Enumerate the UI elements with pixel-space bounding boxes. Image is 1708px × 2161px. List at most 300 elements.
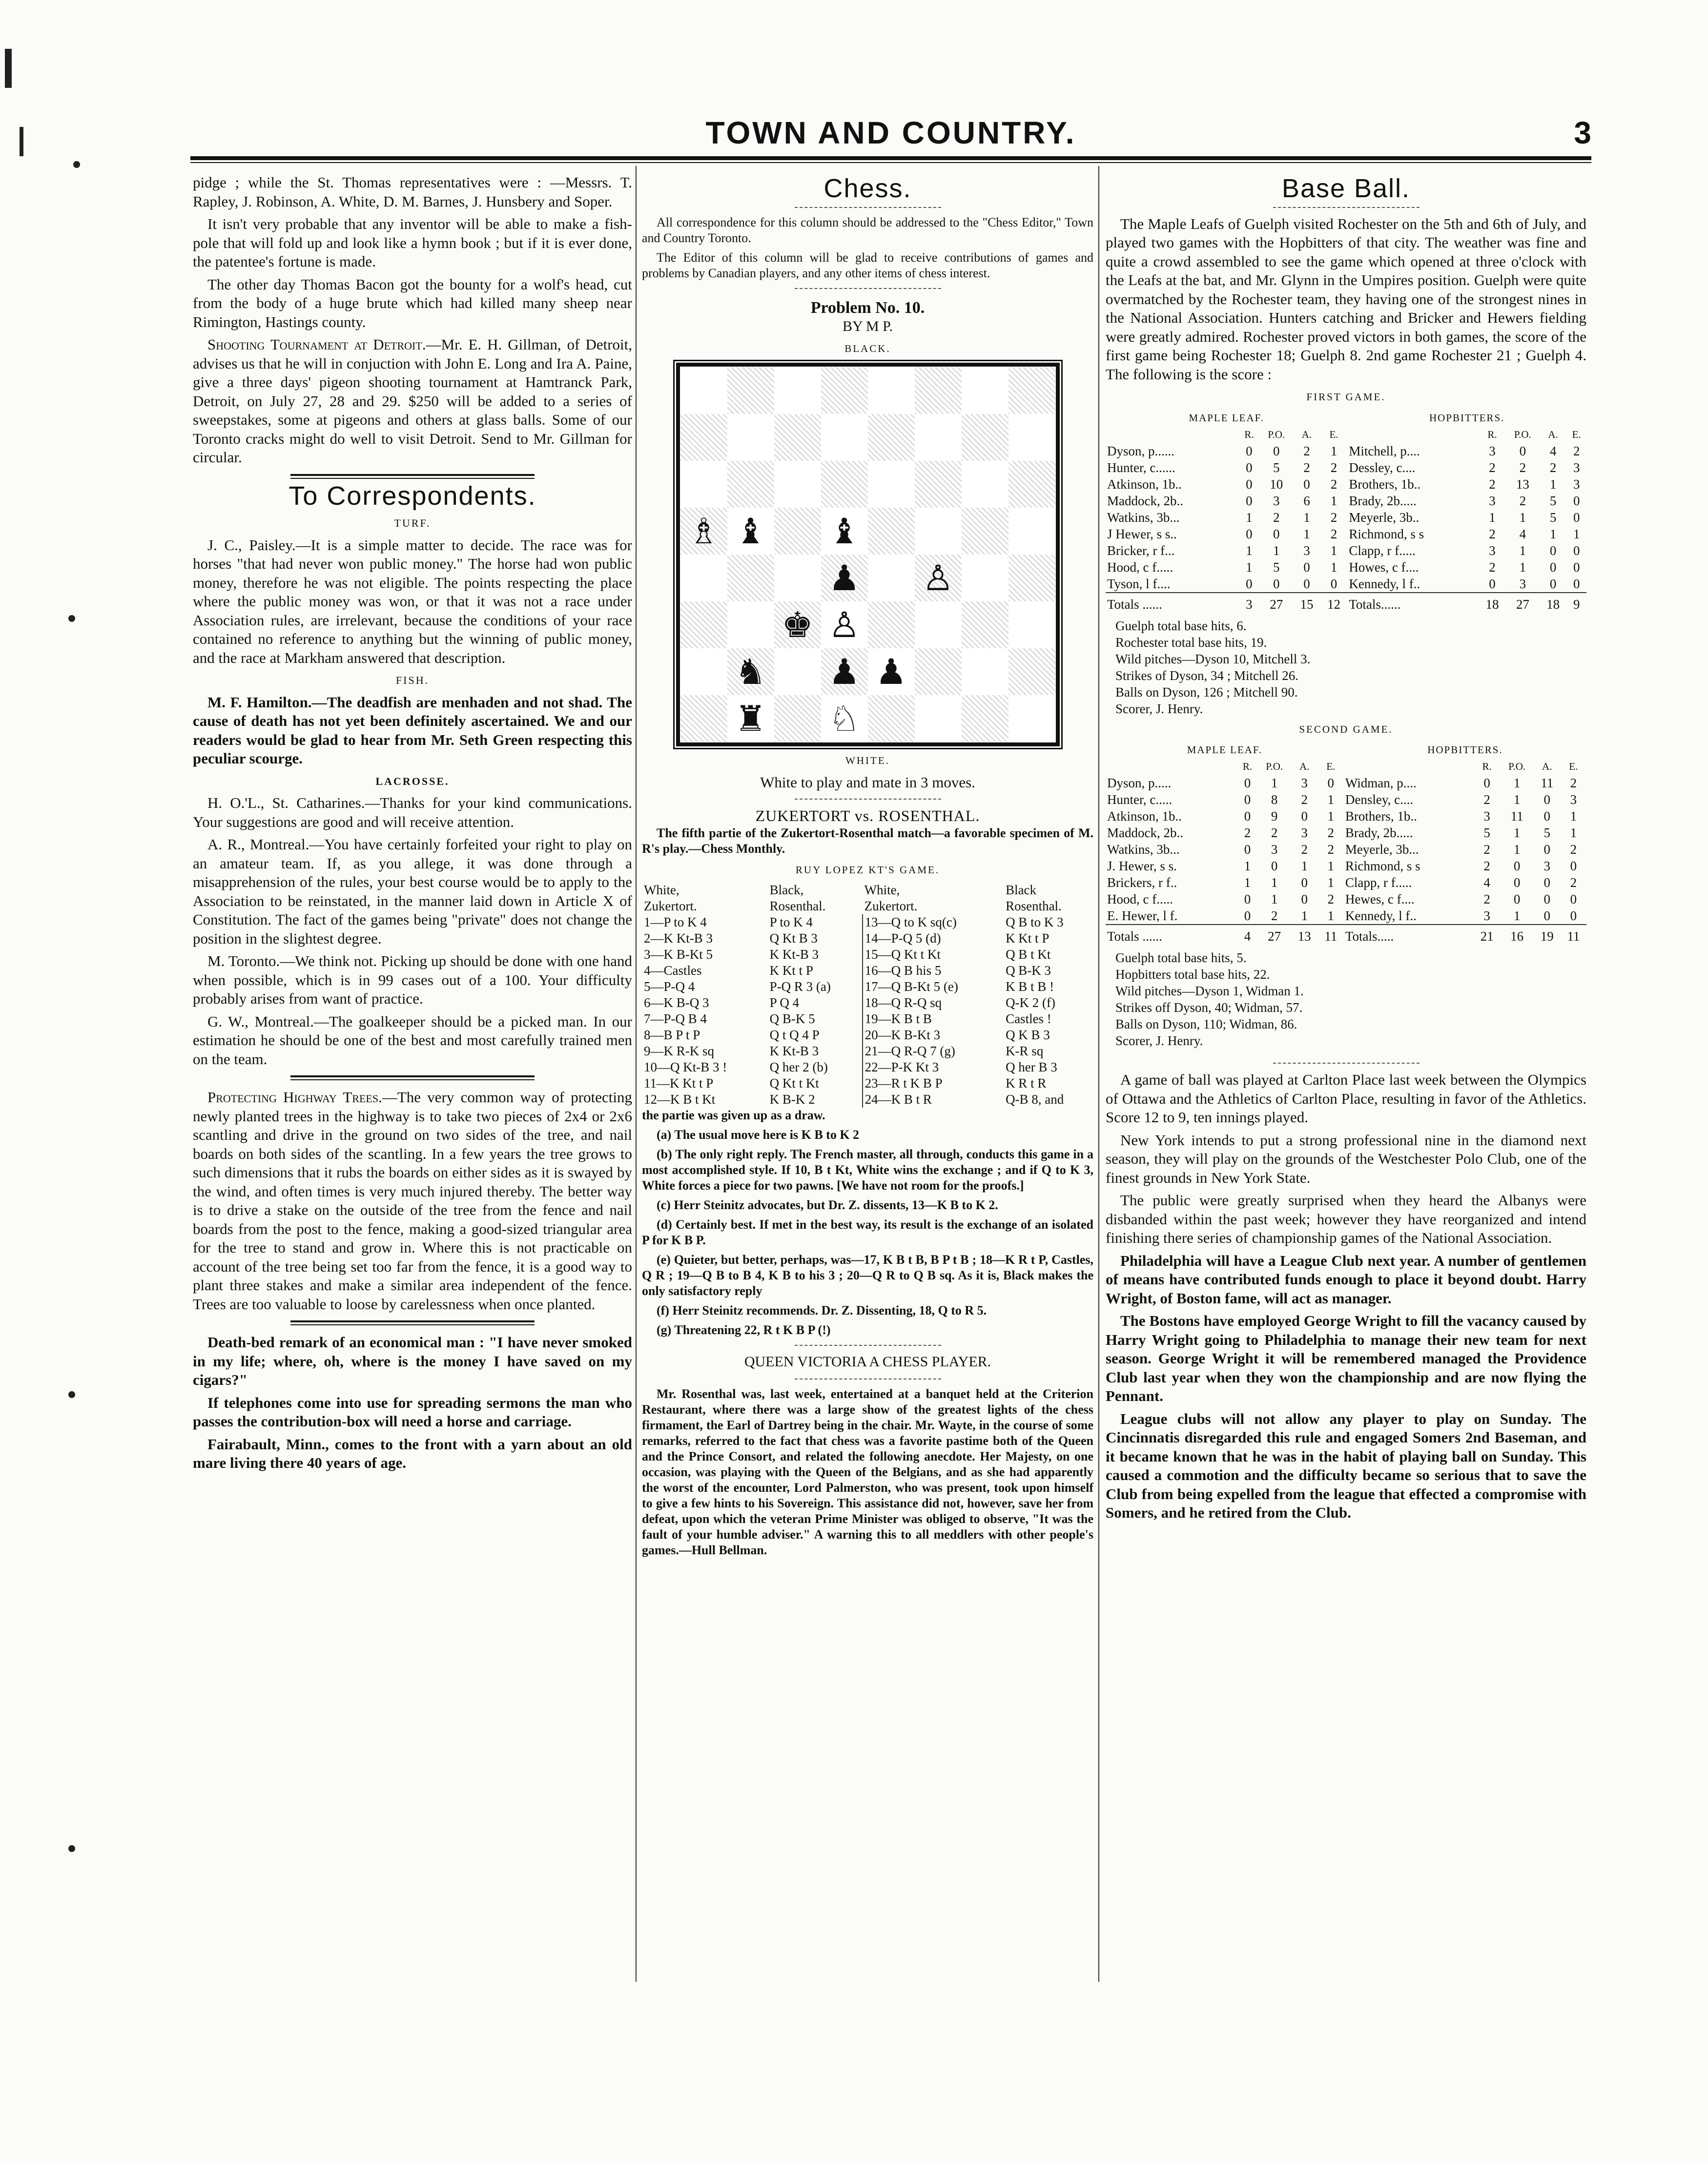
stat-cell: 2 [1244,825,1251,840]
move-cell: 6—K B-Q 3 [644,995,709,1010]
paragraph [193,1088,632,1314]
subhead-turf: TURF. [394,517,431,529]
stat-cell: 0 [1570,859,1577,873]
player-row [1106,791,1586,808]
stat-cell: 6 [1303,493,1310,508]
stat-cell: 2 [1573,443,1580,458]
stat-cell: 1 [1244,859,1251,873]
stat-cell: 1 [1513,776,1521,790]
player-row [1106,459,1586,476]
player-name: Watkins, 3b... [1107,842,1180,857]
stat-cell: 0 [1244,842,1251,857]
news-item: Philadelphia will have a League Club next year. A number of gentlemen of means have contributed funds enough to place it beyond doubt. Harry Wright, of Boston fame, will act as manager. [1106,1252,1586,1307]
board-square-d4 [821,555,868,601]
team-header-row [1106,410,1586,426]
stat-cell: 2 [1330,460,1338,475]
player-name: Tyson, l f.... [1107,576,1171,591]
team-name: MAPLE LEAF. [1187,744,1263,756]
stat-cell: 27 [1258,925,1291,945]
board-square-c5 [774,508,821,555]
player-row [1106,858,1586,874]
stat-header: A. [1301,428,1312,440]
section-rule [290,1075,535,1077]
move-cell: Q B-K 3 [1006,963,1051,978]
stat-cell: 21 [1474,925,1501,945]
stat-cell: 2 [1570,875,1577,890]
stat-header: P.O. [1268,428,1285,440]
board-square-d7 [821,414,868,461]
game-note: (a) The usual move here is K B to K 2 [657,1128,860,1142]
move-cell: K-R sq [1006,1044,1044,1058]
stat-cell: 2 [1327,892,1334,906]
stat-cell: 0 [1303,576,1310,591]
move-cell: 14—P-Q 5 (d) [863,930,1004,947]
stat-cell: 2 [1271,825,1278,840]
stat-header: R. [1487,428,1497,440]
move-cell: 3—K B-Kt 5 [644,947,713,962]
spacer-cell [1106,758,1237,775]
stat-cell: 1 [1513,908,1521,923]
stat-cell: 1 [1549,526,1557,541]
board-square-c3 [774,601,821,648]
board-square-f7 [915,414,962,461]
player-row [1106,443,1586,459]
move-row [642,1043,1093,1059]
stat-cell: 1 [1271,875,1278,890]
player-name: Meyerle, 3b... [1345,842,1419,857]
stat-cell: 0 [1301,875,1308,890]
stat-cell: 1 [1327,809,1334,823]
stat-cell: 3 [1489,443,1496,458]
player-row [1106,509,1586,526]
white-label: WHITE. [845,755,890,766]
board-square-g8 [962,367,1008,414]
stat-cell: 0 [1543,892,1550,906]
game2-notes [1115,949,1586,1049]
move-cell: Q K B 3 [1006,1028,1050,1042]
player-name: Watkins, 3b... [1107,510,1180,525]
paragraph [193,335,632,467]
section-rule [290,1320,535,1322]
move-cell: K R t R [1006,1076,1047,1091]
moves-header [642,882,1093,898]
move-cell: 18—Q R-Q sq [863,995,1004,1011]
board-square-a4 [680,555,727,601]
column-left [193,173,632,1477]
header-cell: Rosenthal. [1006,899,1062,913]
spacer-cell [1347,426,1479,443]
stat-header: R. [1482,761,1492,772]
game-note: (d) Certainly best. If met in the best way, its result is the exchange of an isolated P for K B P. [642,1217,1093,1247]
move-cell: Q B-K 5 [769,1011,815,1026]
board-square-g3 [962,601,1008,648]
dashed-rule [1273,207,1420,208]
chess-piece-icon: ♘ [828,698,860,739]
stat-cell: 0 [1244,792,1251,807]
board-square-d1 [821,695,868,742]
stat-cell: 1 [1519,543,1526,558]
dashed-rule [795,799,941,800]
player-row [1106,874,1586,891]
board-square-b6 [727,461,774,508]
board-square-g2 [962,648,1008,695]
stat-cell: 1 [1549,476,1557,492]
stat-cell: 1 [1570,825,1577,840]
move-row [642,963,1093,979]
game-note: (g) Threatening 22, R t K B P (!) [657,1323,831,1337]
player-name: Maddock, 2b.. [1107,825,1183,840]
board-square-b4 [727,555,774,601]
score-note: Guelph total base hits, 6. [1115,618,1247,633]
game-note: (f) Herr Steinitz recommends. Dr. Z. Dissenting, 18, Q to R 5. [657,1303,987,1317]
stat-cell: 15 [1293,593,1320,613]
section-rule-thin [290,1324,535,1325]
player-name: Bricker, r f... [1107,543,1175,558]
player-name: Clapp, r f..... [1345,875,1412,890]
stat-cell: 0 [1273,576,1280,591]
board-square-f4 [915,555,962,601]
stat-cell: 2 [1519,460,1526,475]
player-row [1106,841,1586,858]
move-cell: Q Kt B 3 [769,931,818,946]
baseball-items [1106,1070,1586,1523]
board-square-a8 [680,367,727,414]
move-cell: 2—K Kt-B 3 [644,931,713,946]
stat-header: A. [1548,428,1558,440]
stat-cell: 0 [1246,576,1253,591]
stat-cell: 1 [1303,526,1310,541]
player-name: Kennedy, l f.. [1345,908,1417,923]
board-square-a1 [680,695,727,742]
stat-cell: 2 [1330,510,1338,525]
player-name: Hunter, c...... [1107,460,1175,475]
team-name: MAPLE LEAF. [1189,412,1264,424]
stat-cell: 2 [1483,842,1490,857]
board-square-h2 [1008,648,1055,695]
stat-cell: 2 [1330,526,1338,541]
black-label: BLACK. [844,342,891,354]
move-cell: 1—P to K 4 [644,915,707,929]
board-square-f2 [915,648,962,695]
scan-dot [73,161,80,168]
move-cell: Q Kt t Kt [769,1076,819,1091]
board-square-e4 [868,555,915,601]
board-square-g1 [962,695,1008,742]
stat-cell: 1 [1246,543,1253,558]
subhead-lacrosse: LACROSSE. [375,775,450,787]
board-square-d6 [821,461,868,508]
player-name: Hunter, c..... [1107,792,1173,807]
board-square-e5 [868,508,915,555]
player-name: Dyson, p..... [1107,776,1172,790]
stat-header: A. [1542,761,1552,772]
move-row [642,914,1093,930]
stat-cell: 1 [1271,776,1278,790]
move-cell: K Kt-B 3 [769,947,819,962]
move-cell: K B-K 2 [769,1092,815,1107]
score-table-game2 [1106,741,1586,945]
paragraph-lead: Protecting Highway Trees. [207,1089,382,1106]
player-row [1106,493,1586,509]
chess-piece-icon: ♚ [782,604,813,645]
player-name: Hood, c f..... [1107,559,1173,575]
stat-cell: 3 [1273,493,1280,508]
queen-text: Mr. Rosenthal was, last week, entertained at a banquet held at the Criterion Restaurant, where there was a large show of the greatest lights of the chess firmament, the Earl of Dartrey being in the chair. Mr. Wayte, in the course of some remarks, referred to the fact that chess was a favorite pastime both of the Queen and the Prince Consort, and related the following anecdote. Her Majesty, on one occasion, was playing with the Queen of the Belgians, and as she had apparently the worst of the encounter, Lord Palmerston, who was present, took upon himself to give a few hints to his Sovereign. This assistance did not, however, save her from defeat, upon which the veteran Prime Minister was obliged to observe, "It was the fault of your humble adviser." A warning this to all meddlers with other people's games.—Hull Bellman. [642,1386,1093,1557]
chess-intro: The Editor of this column will be glad to receive contributions of games and problems by Canadian players, and any other items of chess interest. [642,250,1093,280]
masthead-rule [190,156,1591,160]
totals-row [1106,925,1586,945]
board-square-c4 [774,555,821,601]
stat-cell: 0 [1513,892,1521,906]
move-cell: Q B t Kt [1006,947,1051,962]
stat-cell: 0 [1573,510,1580,525]
stat-cell: 2 [1327,842,1334,857]
stat-cell: 0 [1570,892,1577,906]
move-cell: 7—P-Q B 4 [644,1011,707,1026]
board-square-d3 [821,601,868,648]
stat-cell: 0 [1271,859,1278,873]
player-name: Mitchell, p.... [1349,443,1420,458]
stat-cell: 0 [1573,559,1580,575]
stat-cell: 0 [1573,493,1580,508]
stat-cell: 0 [1543,842,1550,857]
dashed-rule [795,288,941,289]
header-cell: Rosenthal. [769,899,826,913]
stat-cell: 1 [1513,842,1521,857]
board-square-f1 [915,695,962,742]
stat-cell: 2 [1489,460,1496,475]
scan-dot [68,1391,75,1398]
move-cell: Q t Q 4 P [769,1028,820,1042]
player-name: Atkinson, 1b.. [1107,476,1182,492]
stat-cell: 2 [1549,460,1557,475]
stat-cell: 0 [1244,809,1251,823]
stat-cell: 2 [1570,776,1577,790]
stat-cell: 0 [1301,892,1308,906]
news-item: The public were greatly surprised when they heard the Albanys were disbanded within the past week; however they have reorganized and intend finishing there series of championship games of the National Association. [1106,1192,1586,1246]
board-square-c7 [774,414,821,461]
stat-cell: 0 [1483,776,1490,790]
chess-piece-icon: ♟ [875,651,907,692]
player-name: E. Hewer, l f. [1107,908,1178,923]
stat-cell: 3 [1519,576,1526,591]
score-note: Strikes of Dyson, 34 ; Mitchell 26. [1115,668,1298,683]
stat-cell: 18 [1479,593,1506,613]
board-square-a5 [680,508,727,555]
stat-cell: 0 [1330,576,1338,591]
stat-cell: 9 [1566,593,1586,613]
stat-cell: 3 [1271,842,1278,857]
game2-label: SECOND GAME. [1299,723,1393,735]
move-row [642,930,1093,947]
stat-cell: 18 [1540,593,1567,613]
board-square-e2 [868,648,915,695]
stat-cell: 0 [1246,476,1253,492]
paragraph: M. F. Hamilton.—The deadfish are menhaden and not shad. The cause of death has not yet been definitely ascertained. We and our readers would be glad to hear from Mr. Seth Green respecting this peculiar scourge. [193,693,632,767]
stat-cell: 1 [1573,526,1580,541]
player-name: Totals..... [1344,925,1474,945]
stat-cell: 0 [1244,908,1251,923]
paragraph: If telephones come into use for spreading sermons the man who passes the contribution-box will need a horse and carriage. [193,1394,632,1430]
board-square-h3 [1008,601,1055,648]
stat-cell: 1 [1244,875,1251,890]
column-chess [642,173,1093,1562]
move-cell: 9—K R-K sq [644,1044,715,1058]
move-cell: 20—K B-Kt 3 [863,1027,1004,1043]
move-cell: Q her B 3 [1006,1060,1057,1074]
stat-cell: 3 [1570,792,1577,807]
stat-cell: 1 [1330,443,1338,458]
stat-cell: 2 [1489,526,1496,541]
stat-cell: 1 [1303,510,1310,525]
move-cell: K Kt t P [1006,931,1049,946]
board-square-c1 [774,695,821,742]
score-note: Balls on Dyson, 126 ; Mitchell 90. [1115,684,1298,700]
stat-cell: 0 [1519,443,1526,458]
stat-cell: 1 [1327,908,1334,923]
stat-cell: 2 [1303,443,1310,458]
paragraph-body: —The very common way of protecting newly planted trees in the highway is to take two pieces of 2x4 or 2x6 scantling and drive in the ground on two sides of the tree, and nail boards on both sides of the scantling. In a few years the tree grows to such dimensions that it rubs the boards on either sides as it is swayed by the wind, and often times is very much injured thereby. The better way is to drive a stake on the outside of the tree from the fence and nail boards from the post to the fence, making a good-sized triangular area for the tree to stand and grow in. Where this is not practicable on account of the tree being set too far from the fence, it is a good way to plant three stakes and make a similar area independent of the fence. Trees are too valuable to loose by carelessness when once planted. [193,1089,632,1313]
score-note: Strikes off Dyson, 40; Widman, 57. [1115,1000,1303,1015]
stat-cell: 1 [1330,559,1338,575]
stat-cell: 2 [1330,476,1338,492]
problem-author: BY M P. [842,318,893,334]
board-square-c2 [774,648,821,695]
move-cell: 17—Q B-Kt 5 (e) [863,979,1004,995]
move-cell: P to K 4 [769,915,813,929]
stat-cell: 2 [1273,510,1280,525]
stat-header-row [1106,758,1586,775]
stat-cell: 0 [1244,776,1251,790]
newspaper-title: TOWN AND COUNTRY. [705,115,1076,150]
header-cell: Black [1006,883,1037,897]
stat-cell: 0 [1273,526,1280,541]
player-row [1106,526,1586,542]
paragraph: J. C., Paisley.—It is a simple matter to decide. The race was for horses "that had never won public money." The horse had won public money, therefore he was not eligible. The points respecting the place where the public money was won, or that it was not a race under Association rules, are irrelevant, because the conditions of your race contained no reference to anything but the winning of public money, and the race at Markham answered that description. [193,536,632,666]
stat-header: A. [1299,761,1310,772]
paragraph: A. R., Montreal.—You have certainly forfeited your right to play on an amateur team. If, as you allege, it was done through a misapprehension of the rules, your best course would be to apply to the Association to be reinstated, in the manner laid down in Article X of Constitution. The fact of the games being "private" does not change the position in the slightest degree. [193,836,632,947]
game-result: the partie was given up as a draw. [642,1108,825,1122]
stat-header: E. [1329,428,1338,440]
score-table-game1 [1106,410,1586,613]
stat-cell: 1 [1271,892,1278,906]
board-square-b8 [727,367,774,414]
board-square-b1 [727,695,774,742]
board-square-h1 [1008,695,1055,742]
score-note: Guelph total base hits, 5. [1115,950,1247,965]
dashed-rule [795,207,941,208]
chess-intro: All correspondence for this column should be addressed to the "Chess Editor," Town and Country Toronto. [642,215,1093,245]
move-cell: Q her 2 (b) [769,1060,828,1074]
stat-cell: 3 [1483,908,1490,923]
stat-cell: 1 [1301,908,1308,923]
stat-cell: 0 [1543,809,1550,823]
game-label: RUY LOPEZ KT'S GAME. [795,864,940,876]
header-cell: Zukertort. [644,899,697,913]
stat-cell: 1 [1273,543,1280,558]
player-name: Totals...... [1347,593,1479,613]
board-square-g5 [962,508,1008,555]
stat-cell: 9 [1271,809,1278,823]
player-name: Clapp, r f..... [1349,543,1416,558]
chess-piece-icon: ♙ [828,604,860,645]
stat-cell: 5 [1549,493,1557,508]
board-square-b3 [727,601,774,648]
match-title: ZUKERTORT vs. ROSENTHAL. [755,807,980,824]
stat-cell: 2 [1271,908,1278,923]
move-cell: 22—P-K Kt 3 [863,1059,1004,1075]
board-square-e7 [868,414,915,461]
chess-piece-icon: ♙ [922,557,954,598]
stat-cell: 11 [1510,809,1523,823]
stat-cell: 1 [1246,559,1253,575]
player-name: J Hewer, s s.. [1107,526,1177,541]
player-name: Brady, 2b..... [1345,825,1413,840]
board-square-b2 [727,648,774,695]
player-row [1106,576,1586,593]
scan-dot [68,615,75,622]
player-name: J. Hewer, s s. [1107,859,1177,873]
column-divider [636,166,637,1982]
move-cell: 5—P-Q 4 [644,979,695,994]
stat-cell: 2 [1301,792,1308,807]
masthead [190,115,1591,154]
section-rule-thin [290,478,535,479]
stat-cell: 3 [1573,476,1580,492]
player-name: Totals ...... [1106,925,1237,945]
stat-header: E. [1572,428,1581,440]
moves-header [642,898,1093,914]
player-name: Brothers, 1b.. [1349,476,1421,492]
stat-cell: 3 [1543,859,1550,873]
move-cell: 24—K B t R [863,1091,1004,1108]
correspondents-heading: To Correspondents. [288,481,536,511]
game1-notes [1115,617,1586,717]
player-row [1106,559,1586,576]
stat-cell: 0 [1327,776,1334,790]
move-cell: Q-K 2 (f) [1006,995,1056,1010]
stat-cell: 0 [1543,792,1550,807]
board-square-g4 [962,555,1008,601]
board-square-f5 [915,508,962,555]
stat-cell: 0 [1244,892,1251,906]
move-row [642,1011,1093,1027]
player-name: Kennedy, l f.. [1349,576,1420,591]
board-square-f8 [915,367,962,414]
totals-row [1106,593,1586,613]
game1-label: FIRST GAME. [1306,391,1386,403]
stat-cell: 1 [1513,825,1521,840]
move-row [642,995,1093,1011]
move-row [642,1059,1093,1075]
team-name: HOPBITTERS. [1427,744,1503,756]
board-square-h6 [1008,461,1055,508]
stat-cell: 2 [1489,559,1496,575]
stat-cell: 11 [1318,925,1344,945]
stat-cell: 5 [1483,825,1490,840]
stat-cell: 2 [1483,859,1490,873]
chess-board [676,363,1060,746]
stat-cell: 4 [1237,925,1257,945]
player-name: Dessley, c.... [1349,460,1416,475]
board-square-e6 [868,461,915,508]
stat-cell: 11 [1541,776,1554,790]
stat-cell: 3 [1489,493,1496,508]
paragraph: G. W., Montreal.—The goalkeeper should be a picked man. In our estimation he should be one of the best and most carefully trained men on the team. [193,1012,632,1068]
move-cell: 10—Q Kt-B 3 ! [644,1060,727,1074]
stat-cell: 0 [1573,576,1580,591]
board-square-g7 [962,414,1008,461]
